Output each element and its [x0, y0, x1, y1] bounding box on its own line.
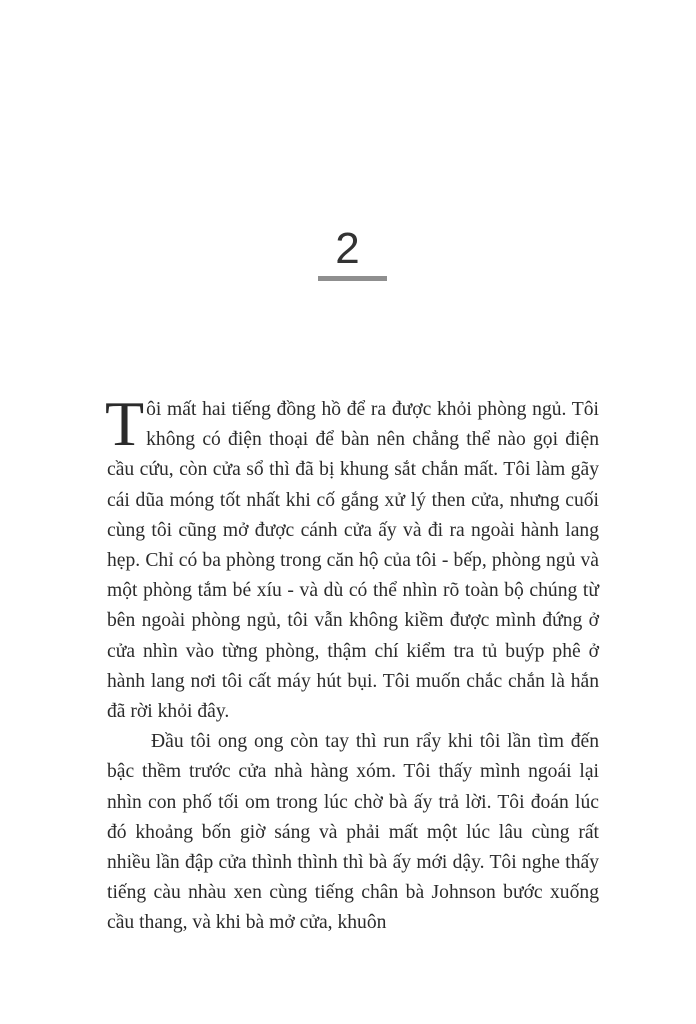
paragraph-1-text: ôi mất hai tiếng đồng hồ để ra được khỏi phòng ngủ. Tôi không có điện thoại để bàn nên chẳng thể nào gọi điện cầu cứu, còn cửa sổ thì đã bị khung sắt chắn mất. Tôi làm gãy cái dũa móng tốt nhất khi cố gắng xử lý then cửa, nhưng cuối cùng tôi cũng mở được cánh cửa ấy và đi ra ngoài hành lang hẹp. Chỉ có ba phòng trong căn hộ của tôi - bếp, phòng ngủ và một phòng tắm bé xíu - và dù có thể nhìn rõ toàn bộ chúng từ bên ngoài phòng ngủ, tôi vẫn không kiềm được mình đứng ở cửa nhìn vào từng phòng, thậm chí kiểm tra tủ buýp phê ở hành lang nơi tôi cất máy hút bụi. Tôi muốn chắc chắn là hắn đã rời khỏi đây.: [107, 399, 599, 723]
chapter-number: 2: [335, 224, 361, 273]
chapter-body: [105, 388, 599, 939]
drop-cap: T: [105, 388, 145, 459]
chapter-divider: [318, 276, 387, 281]
paragraph-2: Đầu tôi ong ong còn tay thì run rẩy khi tôi lần tìm đến bậc thềm trước cửa nhà hàng xóm. Tôi thấy mình ngoái lại nhìn con phố tối om trong lúc chờ bà ấy trả lời. Tôi đoán lúc đó khoảng bốn giờ sáng và phải mất một lúc lâu cùng rất nhiều lần đập cửa thình thình thì bà ấy mới dậy. Tôi nghe thấy tiếng càu nhàu xen cùng tiếng chân bà Johnson bước xuống cầu thang, và khi bà mở cửa, khuôn: [107, 731, 599, 934]
paragraph-1: [105, 388, 599, 727]
